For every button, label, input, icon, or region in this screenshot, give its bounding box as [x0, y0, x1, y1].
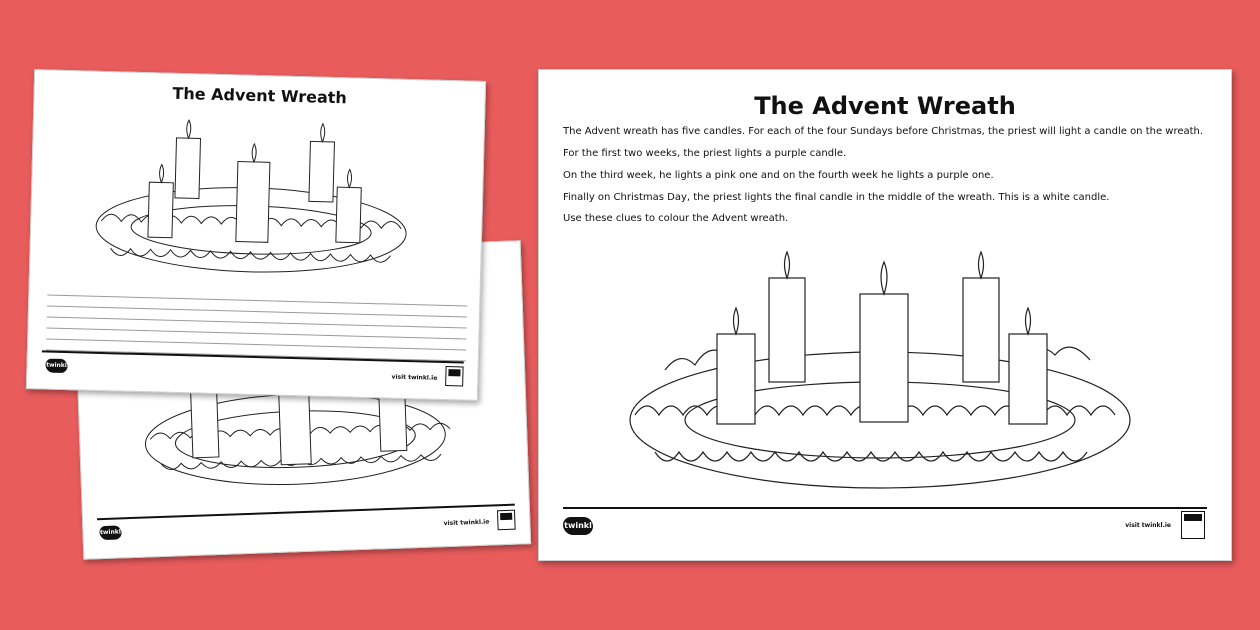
visit-twinkl-link[interactable]: visit twinkl.ie [391, 373, 438, 382]
worksheet-instructions-page [538, 69, 1232, 561]
twinkl-logo: twinkl [99, 525, 121, 540]
advent-wreath-illustration [85, 106, 419, 285]
instruction-paragraph: Finally on Christmas Day, the priest lights the final candle in the middle of the wreath. This is a white candle. [563, 192, 1110, 203]
instruction-paragraph: For the first two weeks, the priest lights a purple candle. [563, 148, 847, 159]
visit-twinkl-link[interactable]: visit twinkl.ie [443, 518, 490, 528]
instruction-paragraph: Use these clues to colour the Advent wreath. [563, 213, 789, 224]
footer-divider [97, 504, 515, 521]
page-title: The Advent Wreath [754, 92, 1016, 120]
quality-badge [445, 366, 464, 386]
quality-badge [497, 510, 516, 531]
writing-lines[interactable] [46, 285, 468, 362]
footer-divider [563, 507, 1207, 509]
twinkl-logo: twinkl [45, 359, 67, 374]
worksheet-lined-page [26, 69, 486, 401]
advent-wreath-illustration [625, 230, 1135, 500]
twinkl-logo: twinkl [563, 517, 593, 535]
instruction-paragraph: On the third week, he lights a pink one and on the fourth week he lights a purple one. [563, 170, 994, 181]
quality-badge [1181, 511, 1205, 539]
page-title: The Advent Wreath [172, 83, 348, 108]
instruction-paragraph: The Advent wreath has five candles. For each of the four Sundays before Christmas, the priest will light a candle on the wreath. [563, 126, 1204, 137]
visit-twinkl-link[interactable]: visit twinkl.ie [1125, 522, 1171, 529]
